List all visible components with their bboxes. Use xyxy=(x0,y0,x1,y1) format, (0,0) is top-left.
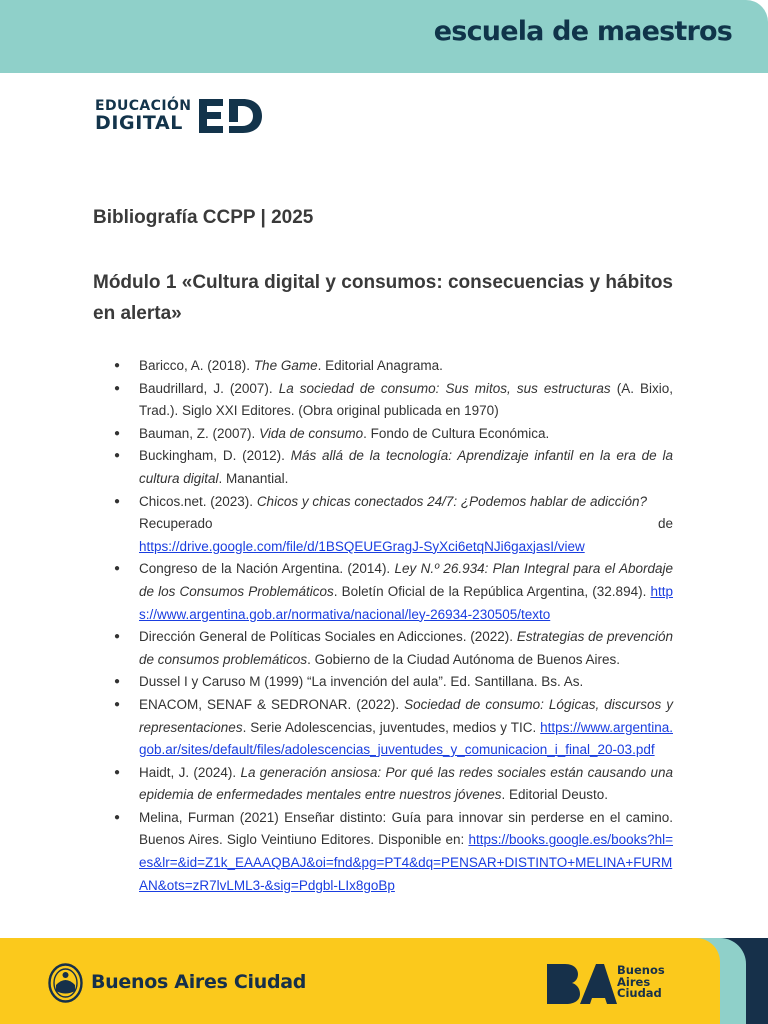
reference-retrieved-text: de xyxy=(657,516,673,532)
reference-item xyxy=(93,694,673,762)
brand-wordmark: escuela de maestros xyxy=(433,16,732,47)
reference-title: The Game xyxy=(253,358,318,373)
reference-title: Chicos y chicas conectados 24/7: ¿Podemos hablar de adicción? xyxy=(256,493,648,509)
reference-retrieved-text: Recuperado xyxy=(139,516,213,532)
reference-item xyxy=(93,671,673,694)
reference-link[interactable]: https://drive.google.com/file/d/1BSQEUEGragJ-SyXci6etqNJi6gaxjasI/view xyxy=(139,538,585,554)
reference-title: Estrategias de prevención de consumos problemáticos xyxy=(139,629,673,667)
reference-author: Buckingham, D. (2012). xyxy=(139,448,291,464)
logo-line-1: EDUCACIÓN xyxy=(95,98,192,114)
reference-details: . Gobierno de la Ciudad Autónoma de Buenos Aires. xyxy=(307,651,621,667)
reference-author: Chicos.net. (2023). xyxy=(139,493,257,509)
reference-author: Melina, Furman (2021) Enseñar distinto: Guía para innovar sin perderse en el camino. Buenos Aires. Siglo Veintiuno Editores. Disponible en: xyxy=(139,809,673,848)
reference-details: . Editorial Anagrama. xyxy=(317,358,443,373)
reference-item xyxy=(93,423,673,446)
reference-author: Haidt, J. (2024). xyxy=(139,764,241,780)
reference-link[interactable]: https://books.google.es/books?hl=es&lr=&id=Z1k_EAAAQBAJ&oi=fnd&pg=PT4&dq=PENSAR+DISTINTO+MELINA+FURMAN&ots=zR7lvLML3-&sig=Pdgbl-LIx8goBp xyxy=(139,832,673,893)
reference-author: ENACOM, SENAF & SEDRONAR. (2022). xyxy=(139,696,405,712)
reference-title: Ley N.º 26.934: Plan Integral para el Abordaje de los Consumos Problemáticos xyxy=(139,561,674,599)
reference-author: Baricco, A. (2018). xyxy=(139,358,254,373)
reference-link[interactable]: https://www.argentina.gob.ar/sites/default/files/adolescencias_juventudes_y_comunicacion_i_final_20-03.pdf xyxy=(139,719,673,758)
reference-details: . Fondo de Cultura Económica. xyxy=(363,425,550,441)
document-title: Bibliografía CCPP | 2025 xyxy=(93,207,314,228)
city-emblem-icon xyxy=(48,963,83,1003)
reference-details: . Manantial. xyxy=(218,470,289,486)
reference-list xyxy=(93,355,673,897)
reference-author: Dussel I y Caruso M (1999) “La invención del aula”. Ed. Santillana. Bs. As. xyxy=(139,674,584,690)
reference-link[interactable]: https://www.argentina.gob.ar/normativa/nacional/ley-26934-230505/texto xyxy=(139,583,673,622)
reference-title: La generación ansiosa: Por qué las redes sociales están causando una epidemia de enfermedades mentales entre nuestros jóvenes xyxy=(139,764,673,803)
footer-bar xyxy=(0,938,768,1024)
reference-author: Baudrillard, J. (2007). xyxy=(139,380,279,396)
reference-details: (A. Bixio, Trad.). Siglo XXI Editores. (Obra original publicada en 1970) xyxy=(139,380,674,419)
reference-details: . Boletín Oficial de la República Argentina, (32.894). xyxy=(333,583,651,599)
reference-item xyxy=(93,355,673,378)
reference-item xyxy=(93,491,673,559)
reference-title: La sociedad de consumo: Sus mitos, sus estructuras xyxy=(278,380,611,396)
reference-item xyxy=(93,558,673,626)
city-name: Buenos Aires Ciudad xyxy=(91,971,307,993)
header-bar xyxy=(0,0,768,73)
reference-item xyxy=(93,762,673,807)
reference-title: Sociedad de consumo: Lógicas, discursos y representaciones xyxy=(139,696,673,735)
reference-title: Más allá de la tecnología: Aprendizaje infantil en la era de la cultura digital xyxy=(139,448,673,486)
educacion-digital-logo xyxy=(95,97,265,135)
reference-item xyxy=(93,807,673,897)
ba-logo-text: Buenos Aires Ciudad xyxy=(617,963,665,1000)
reference-title: Vida de consumo xyxy=(259,425,364,441)
reference-item xyxy=(93,626,673,671)
reference-retrieved-line xyxy=(139,513,673,536)
reference-details: . Editorial Deusto. xyxy=(501,787,609,803)
reference-author: Dirección General de Políticas Sociales en Adicciones. (2022). xyxy=(139,629,517,645)
reference-item xyxy=(93,445,673,490)
reference-author: Congreso de la Nación Argentina. (2014). xyxy=(139,561,395,577)
ba-logo-icon xyxy=(547,964,617,1004)
ed-logo-icon xyxy=(197,99,263,133)
module-title: Módulo 1 «Cultura digital y consumos: consecuencias y hábitos en alerta» xyxy=(93,272,673,324)
reference-author: Bauman, Z. (2007). xyxy=(139,425,260,441)
reference-details: . Serie Adolescencias, juventudes, medios y TIC. xyxy=(242,719,541,735)
reference-item xyxy=(93,378,673,423)
logo-line-2: DIGITAL xyxy=(95,112,184,134)
